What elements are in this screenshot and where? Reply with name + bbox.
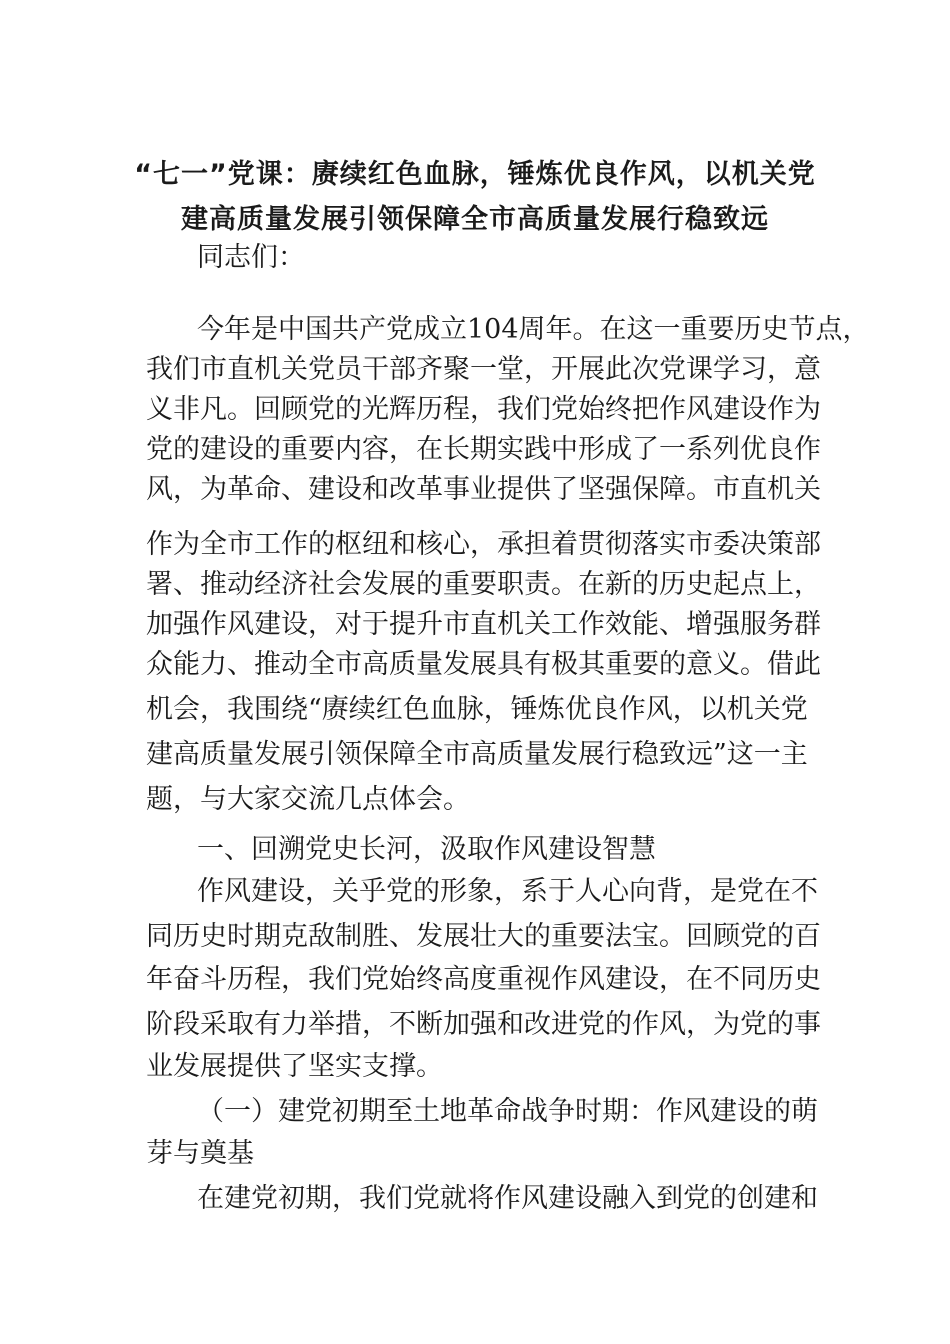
body-line: 机会，我围绕“赓续红色血脉，锤炼优良作风，以机关党 [146,694,808,725]
body-line: 题，与大家交流几点体会。 [146,784,470,815]
body-line: 风，为革命、建设和改革事业提供了坚强保障。市直机关 [146,474,821,505]
body-line: 在建党初期，我们党就将作风建设融入到党的创建和 [197,1183,818,1214]
body-line: 今年是中国共产党成立104周年。在这一重要历史节点， [197,314,870,345]
body-line: 义非凡。回顾党的光辉历程，我们党始终把作风建设作为 [146,394,821,425]
body-line: 我们市直机关党员干部齐聚一堂，开展此次党课学习，意 [146,354,821,385]
body-line: 作为全市工作的枢纽和核心，承担着贯彻落实市委决策部 [146,529,821,560]
section-heading: 一、回溯党史长河，汲取作风建设智慧 [197,834,656,865]
body-line: 年奋斗历程，我们党始终高度重视作风建设，在不同历史 [146,964,821,995]
document-title-line-1: “七一”党课：赓续红色血脉，锤炼优良作风，以机关党 [134,159,816,190]
body-line: 建高质量发展引领保障全市高质量发展行稳致远”这一主 [146,739,808,770]
body-line: 众能力、推动全市高质量发展具有极其重要的意义。借此 [146,649,821,680]
body-line: 业发展提供了坚实支撑。 [146,1051,443,1082]
subsection-heading-cont: 芽与奠基 [146,1138,254,1169]
salutation: 同志们： [197,242,305,273]
body-line: 作风建设，关乎党的形象，系于人心向背，是党在不 [197,876,818,907]
subsection-heading: （一）建党初期至土地革命战争时期：作风建设的萌 [197,1096,818,1127]
body-line: 署、推动经济社会发展的重要职责。在新的历史起点上， [146,569,821,600]
body-line: 党的建设的重要内容，在长期实践中形成了一系列优良作 [146,434,821,465]
document-title-line-2: 建高质量发展引领保障全市高质量发展行稳致远 [181,204,769,235]
body-line: 同历史时期克敌制胜、发展壮大的重要法宝。回顾党的百 [146,921,821,952]
body-line: 加强作风建设，对于提升市直机关工作效能、增强服务群 [146,609,821,640]
body-line: 阶段采取有力举措，不断加强和改进党的作风，为党的事 [146,1009,821,1040]
